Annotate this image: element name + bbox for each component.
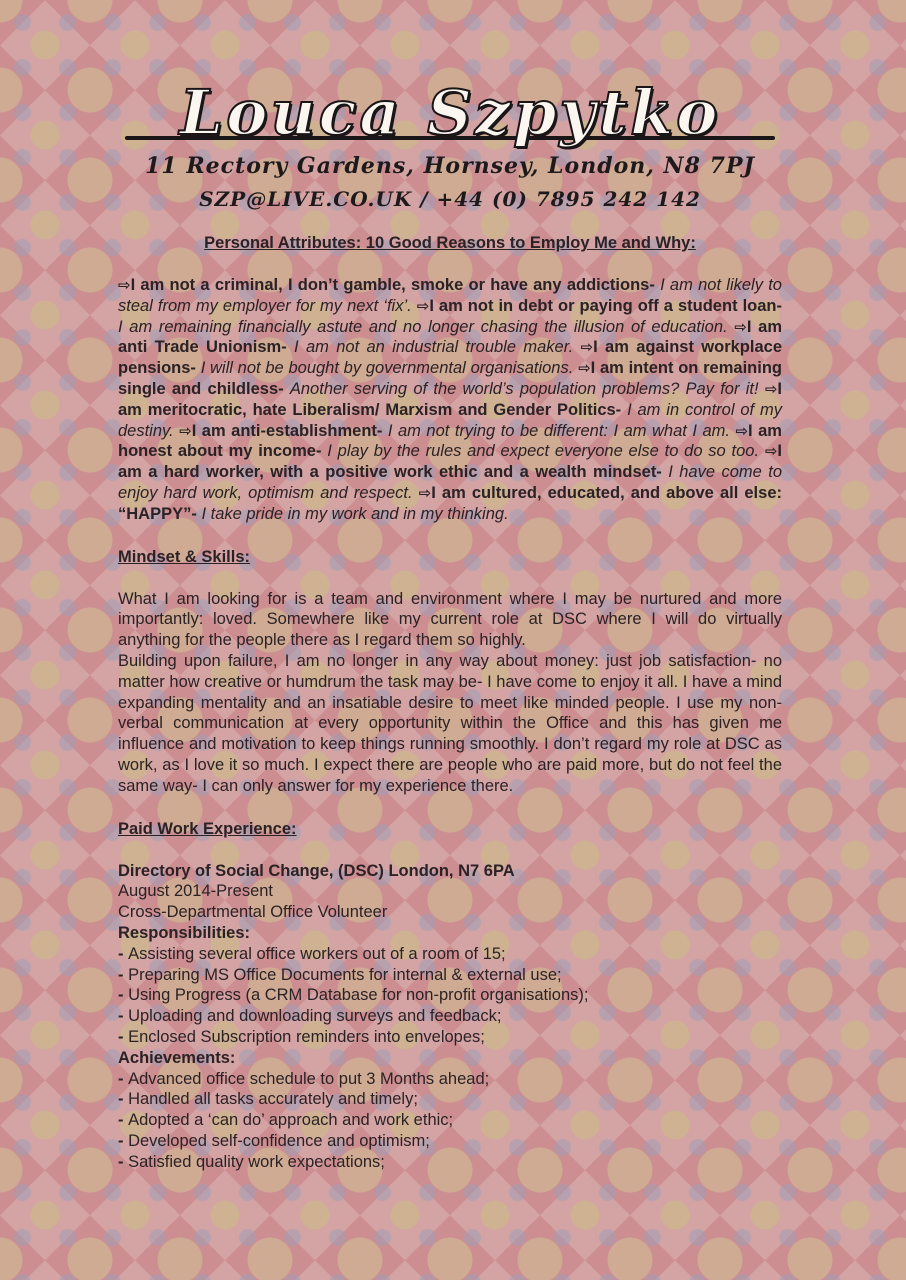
attribute-reason: I have come to enjoy hard work, optimism and respect. [118, 463, 782, 502]
mindset-paragraph-2: Building upon failure, I am no longer in any way about money: just job satisfaction- no matter how creative or humdrum the task may be- I have come to enjoy it all. I have a mind expanding mentality and an insatiable desire to meet like minded people. I use my non-verbal communication at every opportunity within the Office and this has given me influence and motivation to keep things running smoothly. I don’t regard my role at DSC as work, as I love it so much. I expect there are people who are paid more, but do not feel the same way- I can only answer for my experience there. [118, 651, 782, 795]
bullet-dash: - [118, 965, 129, 984]
bullet-dash: - [118, 1152, 129, 1171]
attribute-claim: I am intent on remaining single and childless- [118, 359, 782, 398]
attribute-reason: I will not be bought by governmental organisations. [200, 359, 574, 378]
arrow-icon: ⇨ [418, 483, 432, 502]
attribute-claim: I am cultured, educated, and above all else: “HAPPY”- [118, 483, 782, 523]
bullet-dash: - [118, 1111, 129, 1130]
list-item [118, 1027, 782, 1048]
list-item [118, 1006, 782, 1027]
bullet-dash: - [118, 1027, 129, 1046]
attribute-claim: I am honest about my income- [118, 421, 782, 461]
arrow-icon: ⇨ [179, 421, 192, 440]
list-item [118, 985, 782, 1006]
spacer [118, 525, 782, 546]
attribute-reason: I am not trying to be different: I am what I am. [387, 421, 730, 440]
list-item [118, 944, 782, 965]
list-item-text: Adopted a ‘can do’ approach and work ethic; [128, 1111, 454, 1130]
list-item [118, 1069, 782, 1090]
attribute-claim: I am anti-establishment- [191, 421, 383, 440]
attribute-reason: I am not an industrial trouble maker. [294, 338, 574, 357]
employment-dates: August 2014-Present [118, 882, 274, 901]
achievements-label: Achievements: [118, 1048, 236, 1067]
arrow-icon: ⇨ [764, 379, 778, 398]
spacer [118, 254, 782, 275]
attribute-reason: I am remaining financially astute and no longer chasing the illusion of education. [118, 317, 728, 336]
bullet-dash: - [118, 944, 129, 963]
bullet-dash: - [118, 1069, 129, 1088]
attribute-item [179, 422, 730, 440]
list-item-text: Satisfied quality work expectations; [128, 1152, 385, 1171]
postal-address: 11 Rectory Gardens, Hornsey, London, N8 7PJ [145, 153, 755, 179]
attribute-reason: I am in control of my destiny. [118, 400, 782, 440]
arrow-icon: ⇨ [764, 442, 778, 461]
cv-header [118, 78, 782, 212]
employer-name: Directory of Social Change, (DSC) London, N7 6PA [118, 861, 515, 880]
list-item-text: Developed self-confidence and optimism; [128, 1131, 430, 1150]
responsibilities-label: Responsibilities: [118, 923, 251, 942]
attribute-claim: I am a hard worker, with a positive work ethic and a wealth mindset- [118, 442, 783, 482]
arrow-icon: ⇨ [578, 359, 591, 378]
contact-details: SZP@LIVE.CO.UK / +44 (0) 7895 242 142 [199, 187, 701, 211]
attributes-paragraph [118, 275, 782, 525]
list-item [118, 1110, 782, 1131]
list-item [118, 1131, 782, 1152]
arrow-icon: ⇨ [734, 317, 747, 336]
list-item-text: Preparing MS Office Documents for internal & external use; [128, 965, 562, 984]
cv-page [118, 78, 782, 1172]
spacer [118, 797, 782, 818]
candidate-name: Louca Szpytko [179, 76, 721, 149]
achievements-list [118, 1069, 782, 1173]
list-item-text: Assisting several office workers out of a room of 15; [128, 944, 506, 963]
spacer [118, 568, 782, 589]
bullet-dash: - [118, 1131, 129, 1150]
bullet-dash: - [118, 1090, 129, 1109]
attribute-reason: Another serving of the world’s population problems? Pay for it! [289, 379, 759, 398]
attribute-claim: I am not in debt or paying off a student loan- [429, 296, 782, 315]
list-item [118, 1152, 782, 1173]
attribute-claim: I am meritocratic, hate Liberalism/ Marxism and Gender Politics- [118, 379, 782, 419]
list-item [118, 965, 782, 986]
arrow-icon: ⇨ [416, 296, 430, 315]
bullet-dash: - [118, 986, 129, 1005]
attribute-reason: I am not likely to steal from my employer for my next ‘fix’. [118, 276, 782, 315]
list-item [118, 1089, 782, 1110]
job-role: Cross-Departmental Office Volunteer [118, 903, 388, 922]
list-item-text: Using Progress (a CRM Database for non-profit organisations); [128, 986, 589, 1005]
mindset-heading: Mindset & Skills: [118, 547, 251, 566]
list-item-text: Advanced office schedule to put 3 Months ahead; [128, 1069, 490, 1088]
spacer [118, 840, 782, 861]
list-item-text: Enclosed Subscription reminders into envelopes; [128, 1027, 485, 1046]
arrow-icon: ⇨ [735, 421, 749, 440]
arrow-icon: ⇨ [580, 338, 594, 357]
attribute-claim: I am not a criminal, I don’t gamble, smoke or have any addictions- [130, 276, 655, 294]
attribute-claim: I am against workplace pensions- [118, 338, 783, 378]
list-item-text: Handled all tasks accurately and timely; [128, 1090, 418, 1109]
attribute-reason: I play by the rules and expect everyone else to do so too. [327, 442, 760, 461]
attributes-heading: Personal Attributes: 10 Good Reasons to Employ Me and Why: [204, 234, 696, 252]
experience-heading: Paid Work Experience: [118, 819, 297, 838]
list-item-text: Uploading and downloading surveys and feedback; [128, 1007, 502, 1026]
arrow-icon: ⇨ [118, 276, 131, 294]
attribute-reason: I take pride in my work and in my thinking. [201, 504, 509, 523]
mindset-paragraph-1: What I am looking for is a team and environment where I may be nurtured and more importantly: loved. Somewhere like my current role at DSC where I will do virtually anything for the people there as I regard them so highly. [118, 589, 782, 650]
bullet-dash: - [118, 1007, 129, 1026]
responsibilities-list [118, 944, 782, 1048]
attribute-claim: I am anti Trade Unionism- [118, 317, 782, 357]
